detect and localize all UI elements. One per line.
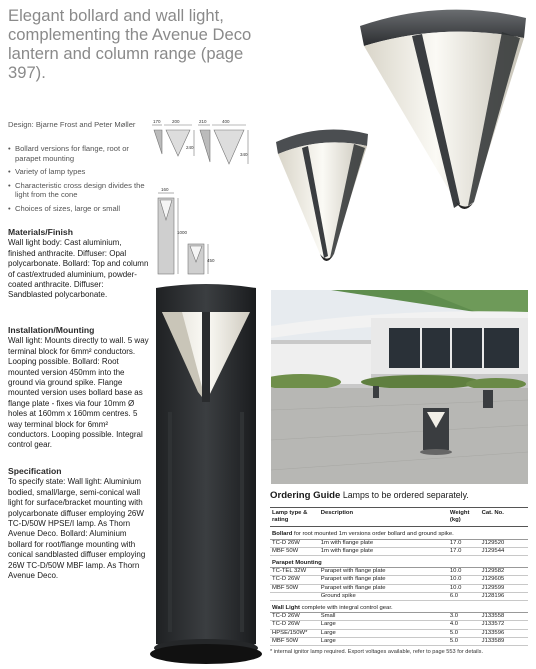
feature-list bbox=[8, 144, 148, 217]
feature-item: • Characteristic cross design divides the light from the cone bbox=[8, 181, 148, 200]
dim-parapet-height: 450 bbox=[207, 258, 215, 263]
dim-bollard-height: 1000 bbox=[177, 230, 188, 235]
design-credit: Design: Bjarne Frost and Peter Møller bbox=[8, 120, 136, 129]
col-weight: Weight (kg) bbox=[448, 508, 480, 527]
dim-wall-small-depth: 170 bbox=[153, 119, 161, 124]
feature-item: • Choices of sizes, large or small bbox=[8, 204, 148, 214]
feature-item: • Variety of lamp types bbox=[8, 167, 148, 177]
table-row: MBF 50W Large 5.0 J133589 bbox=[270, 637, 528, 645]
dimension-drawings bbox=[150, 116, 266, 276]
materials-section bbox=[8, 227, 150, 301]
table-row: TC-D 26W Large 4.0 J133572 bbox=[270, 621, 528, 629]
col-cat-no: Cat. No. bbox=[480, 508, 528, 527]
col-lamp-type: Lamp type & rating bbox=[270, 508, 319, 527]
group-header: Wall Light complete with integral control gear. bbox=[270, 601, 528, 613]
headline: Elegant bollard and wall light, complementing the Avenue Deco lantern and column range (page 397). bbox=[8, 6, 252, 82]
materials-text: Wall light body: Cast aluminium, finished anthracite. Diffuser: Opal polycarbonate. Bollard: Top and column of cast/extruded aluminium, powder-coated anthracite. Diffuser: Sandblasted polycarbonate. bbox=[8, 238, 149, 300]
table-row: Ground spike 6.0 J128196 bbox=[270, 592, 528, 600]
table-row: MBF 50W 1m with flange plate 17.0 J129544 bbox=[270, 547, 528, 555]
wall-light-small-image bbox=[270, 124, 374, 269]
ordering-guide bbox=[270, 490, 528, 655]
installation-text: Wall light: Mounts directly to wall. 5 way terminal block for 6mm² conductors. Looping possible. Bollard: Root mounted version 450mm into the ground via ground spike. Flange mounted version uses bollard base as flange plate - fixes via four 10mm Ø holes at 160mm x 160mm centres. 5 way terminal block for 6mm² conductors. Looping possible. Integral control gear. bbox=[8, 336, 149, 450]
installation-heading: Installation/Mounting bbox=[8, 325, 95, 335]
bollard-image bbox=[148, 282, 264, 667]
group-header: Parapet Mounting bbox=[270, 556, 528, 568]
scene-photo bbox=[271, 290, 528, 484]
specification-section bbox=[8, 466, 150, 581]
table-row: TC-TEL 32W Parapet with flange plate 10.0 J129582 bbox=[270, 568, 528, 576]
group-header: Bollard for root mounted 1m versions order bollard and ground spike. bbox=[270, 527, 528, 539]
specification-text: To specify state: Wall light: Aluminium bodied, small/large, semi-conical wall light for surface/bracket mounting with polycarbonate diffuser employing 26W TC-D/50W HPSE/I lamp. As Thorn Avenue Deco. Bollard: Aluminium bollard for root/flange mounting with conical sandblasted diffuser employing 26W TC-D/50W MBF lamp. As Thorn Avenue Deco. bbox=[8, 477, 146, 581]
dim-wall-large-height: 340 bbox=[240, 152, 248, 157]
table-row: TC-D 26W Parapet with flange plate 10.0 J129605 bbox=[270, 576, 528, 584]
table-row: MBF 50W Parapet with flange plate 10.0 J129599 bbox=[270, 584, 528, 592]
dim-wall-large-width: 400 bbox=[222, 119, 230, 124]
table-row: HPSE/150W* Large 5.0 J133596 bbox=[270, 629, 528, 637]
dim-wall-small-width: 200 bbox=[172, 119, 180, 124]
installation-section bbox=[8, 325, 150, 451]
dim-bollard-width: 160 bbox=[161, 187, 169, 192]
footnote: * internal ignitor lamp required. Export voltages available, refer to page 553 for details. bbox=[270, 649, 483, 656]
specification-heading: Specification bbox=[8, 466, 62, 476]
table-row: TC-D 26W Small 3.0 J133558 bbox=[270, 613, 528, 621]
ordering-table bbox=[270, 507, 528, 646]
wall-light-large-image bbox=[352, 4, 532, 216]
ordering-guide-title: Ordering Guide Lamps to be ordered separately. bbox=[270, 490, 469, 501]
table-row: TC-D 26W 1m with flange plate 17.0 J129520 bbox=[270, 539, 528, 547]
col-description: Description bbox=[319, 508, 448, 527]
dim-wall-small-height: 240 bbox=[186, 145, 194, 150]
materials-heading: Materials/Finish bbox=[8, 227, 73, 237]
dim-wall-large-depth: 210 bbox=[199, 119, 207, 124]
feature-item: • Bollard versions for flange, root or parapet mounting bbox=[8, 144, 148, 163]
